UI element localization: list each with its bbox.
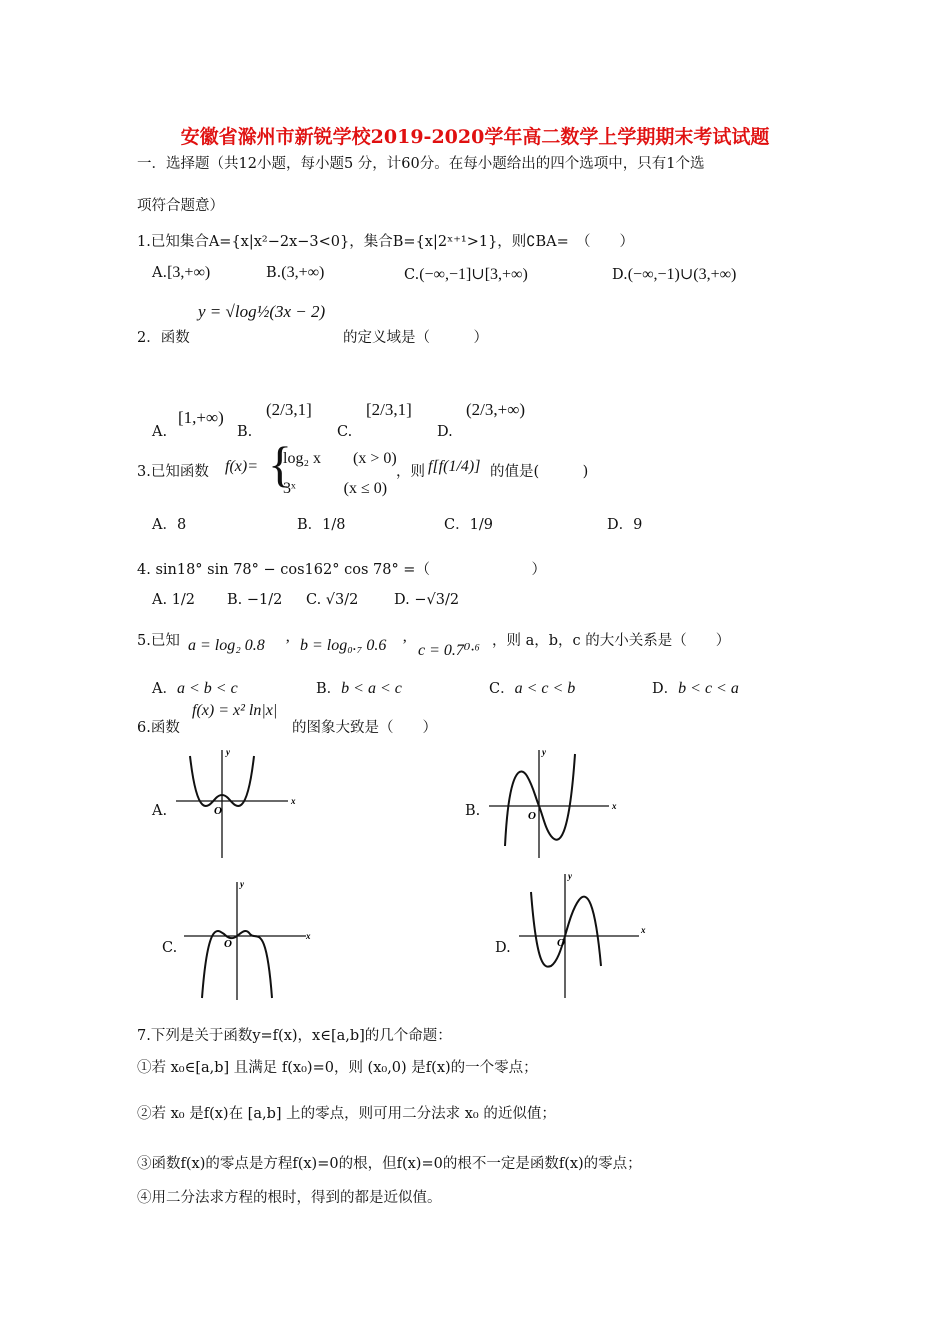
x-axis-label: x xyxy=(291,796,296,806)
page-title: 安徽省滁州市新锐学校2019-2020学年高二数学上学期期末考试试题 xyxy=(180,126,770,148)
origin-label: O xyxy=(214,805,222,817)
q7-stem: 7.下列是关于函数y=f(x)，x∈[a,b]的几个命题： xyxy=(137,1028,452,1044)
x-axis-label: x xyxy=(641,925,646,935)
y-axis-label: y xyxy=(226,747,230,757)
q4-option-a: A. 1/2 xyxy=(152,592,196,608)
q5-tail: ，则 a，b，c 的大小关系是（ ） xyxy=(492,633,731,649)
q3-number: 3.已知函数 xyxy=(137,464,209,480)
q2-function: y = √log½(3x − 2) xyxy=(198,302,326,321)
q3-expression: f[f(1/4)] xyxy=(428,458,481,475)
x-axis-label: x xyxy=(306,931,311,941)
q1-stem: 1.已知集合A={x|x²−2x−3<0}，集合B={x|2ˣ⁺¹>1}，则∁BA= （ ） xyxy=(137,234,635,250)
q5-a-definition: a = log₂ 0.8 xyxy=(188,637,265,654)
q2-option-c-label: C. xyxy=(337,424,353,440)
q7-proposition-4: ④用二分法求方程的根时，得到的都是近似值。 xyxy=(137,1190,442,1206)
q5-option-d: D．b < c < a xyxy=(652,680,739,697)
q5-option-d-expr: b < c < a xyxy=(678,680,739,697)
q2-option-b-expr: (2/3,1] xyxy=(266,400,312,419)
section-header-line1: 一．选择题（共12小题，每小题5 分，计60分。在每小题给出的四个选项中，只有1个选 xyxy=(137,156,705,172)
q5-option-b-expr: b < a < c xyxy=(341,680,402,697)
curve xyxy=(505,754,575,846)
q7-proposition-1: ①若 x₀∈[a,b] 且满足 f(x₀)=0，则 (x₀,0) 是f(x)的一个零点； xyxy=(137,1060,538,1076)
q3-brace: { xyxy=(268,436,292,492)
q1-option-c-expr: (−∞,−1]∪[3,+∞) xyxy=(419,266,528,283)
section-header-line2: 项符合题意） xyxy=(137,198,224,214)
q6-option-c-label: C. xyxy=(162,940,178,956)
q1-option-a: A.[3,+∞) xyxy=(152,264,211,281)
q5-option-c-expr: a < c < b xyxy=(514,680,576,697)
q1-option-a-expr: [3,+∞) xyxy=(167,264,211,281)
q4-option-d: D. −√3/2 xyxy=(394,592,460,608)
q2-tail: 的定义域是（ ） xyxy=(343,330,488,346)
q6-option-d-label: D. xyxy=(495,940,511,956)
q4-option-c: C. √3/2 xyxy=(306,592,359,608)
q1-option-d: D.(−∞,−1)∪(3,+∞) xyxy=(612,266,737,283)
q6-number: 6.函数 xyxy=(137,720,180,736)
q6-graph-a xyxy=(170,746,305,861)
q5-b-definition: b = log₀.₇ 0.6 xyxy=(300,637,387,654)
q3-option-b: B．1/8 xyxy=(297,517,346,533)
q6-tail: 的图象大致是（ ） xyxy=(292,720,437,736)
q5-option-a-expr: a < b < c xyxy=(176,680,238,697)
q2-option-b-label: B. xyxy=(237,424,253,440)
q6-graph-b xyxy=(485,746,620,861)
q7-proposition-2: ②若 x₀ 是f(x)在 [a,b] 上的零点，则可用二分法求 x₀ 的近似值； xyxy=(137,1106,556,1122)
y-axis-label: y xyxy=(240,879,244,889)
y-axis-label: y xyxy=(542,747,546,757)
q4-stem: 4. sin18° sin 78° − cos162° cos 78° =（ ） xyxy=(137,562,546,578)
q3-option-d: D．9 xyxy=(607,517,643,533)
q1-option-c: C.(−∞,−1]∪[3,+∞) xyxy=(404,266,528,283)
q6-option-b-label: B. xyxy=(465,803,481,819)
q5-prefix: 5.已知 xyxy=(137,633,180,649)
q1-option-b: B.(3,+∞) xyxy=(266,264,325,281)
q1-option-d-expr: (−∞,−1)∪(3,+∞) xyxy=(627,266,737,283)
q6-graph-c xyxy=(180,878,315,1003)
q5-c-definition: c = 0.7⁰·⁶ xyxy=(418,642,480,659)
q6-function: f(x) = x² ln|x| xyxy=(192,702,278,719)
q7-proposition-3: ③函数f(x)的零点是方程f(x)=0的根，但f(x)=0的根不一定是函数f(x)的零点； xyxy=(137,1156,642,1172)
q3-option-c: C．1/9 xyxy=(444,517,493,533)
q3-tail-2: 的值是( ) xyxy=(490,464,589,480)
q5-option-b: B．b < a < c xyxy=(316,680,402,697)
q3-case-1: log₂ x (x > 0) xyxy=(283,450,397,467)
q2-option-d-expr: (2/3,+∞) xyxy=(466,400,526,419)
q2-option-d-label: D. xyxy=(437,424,453,440)
y-axis-label: y xyxy=(568,871,572,881)
q1-option-b-expr: (3,+∞) xyxy=(281,264,325,281)
q6-graph-d xyxy=(515,870,650,1000)
q2-option-a-label: A. xyxy=(152,424,168,440)
q2-number: 2．函数 xyxy=(137,330,190,346)
x-axis-label: x xyxy=(612,801,617,811)
q3-tail-1: ，则 xyxy=(396,464,425,480)
q2-option-a-expr: [1,+∞) xyxy=(178,408,224,427)
q3-option-a: A．8 xyxy=(152,517,187,533)
q3-case-2: 3ˣ (x ≤ 0) xyxy=(283,480,388,497)
origin-label: O xyxy=(224,938,232,950)
q4-option-b: B. −1/2 xyxy=(227,592,283,608)
q6-option-a-label: A. xyxy=(152,803,168,819)
q5-option-a: A．a < b < c xyxy=(152,680,238,697)
origin-label: O xyxy=(557,937,565,949)
origin-label: O xyxy=(528,810,536,822)
q2-option-c-expr: [2/3,1] xyxy=(366,400,412,419)
q3-fx: f(x)= xyxy=(225,458,258,475)
q5-option-c: C．a < c < b xyxy=(489,680,576,697)
curve xyxy=(531,892,601,967)
